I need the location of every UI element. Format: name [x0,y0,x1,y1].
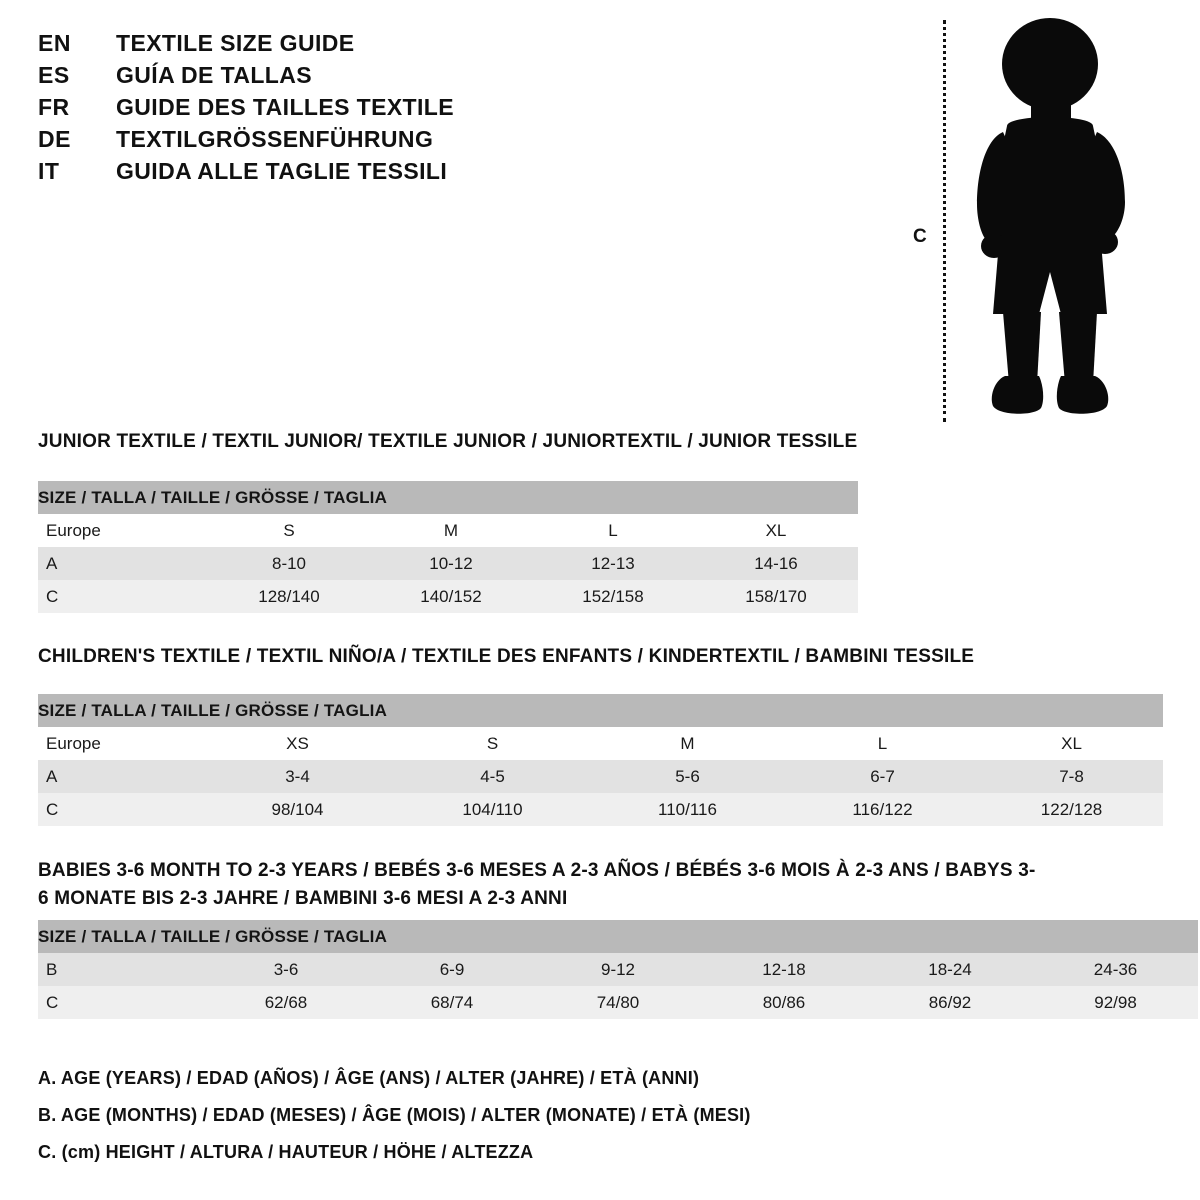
cell-value: 98/104 [271,799,324,819]
language-title: GUIDA ALLE TAGLIE TESSILI [116,158,448,184]
cell-value: 10-12 [429,553,473,573]
language-row-en [38,30,658,57]
cell-value: 92/98 [1094,992,1137,1012]
row-label: B [46,959,58,979]
row-label: Europe [46,733,101,753]
language-title: TEXTILE SIZE GUIDE [116,30,355,56]
footnote-c: C. (cm) HEIGHT / ALTURA / HAUTEUR / HÖHE / ALTEZZA [38,1142,534,1162]
language-code: DE [38,126,71,152]
footnotes [38,1068,1038,1179]
table-junior [38,481,858,613]
table-row [38,760,1163,793]
table-band-header [38,920,1198,953]
cell-value: M [680,733,695,753]
language-code: IT [38,158,60,184]
cell-value: 14-16 [754,553,798,573]
cell-value: 3-4 [285,766,310,786]
section-title-children: CHILDREN'S TEXTILE / TEXTIL NIÑO/A / TEXTILE DES ENFANTS / KINDERTEXTIL / BAMBINI TESSILE [38,646,975,667]
table-row [38,953,1198,986]
footnote-a: A. AGE (YEARS) / EDAD (AÑOS) / ÂGE (ANS) / ALTER (JAHRE) / ETÀ (ANNI) [38,1068,700,1088]
language-title: GUÍA DE TALLAS [116,62,312,88]
cell-value: XS [286,733,309,753]
cell-value: L [608,520,618,540]
table-row [38,793,1163,826]
cell-value: 3-6 [273,959,299,979]
language-row-it [38,158,658,185]
cell-value: 62/68 [264,992,308,1012]
cell-value: 158/170 [745,586,807,606]
footnote-b: B. AGE (MONTHS) / EDAD (MESES) / ÂGE (MOIS) / ALTER (MONATE) / ETÀ (MESI) [38,1105,751,1125]
cell-value: XL [1061,733,1082,753]
cell-value: 74/80 [596,992,640,1012]
language-code: FR [38,94,70,120]
table-band-header [38,694,1163,727]
cell-value: 18-24 [928,959,972,979]
cell-value: 8-10 [271,553,307,573]
language-code: ES [38,62,70,88]
cell-value: 4-5 [480,766,505,786]
language-title: TEXTILGRÖSSENFÜHRUNG [116,126,434,152]
table-row [38,547,858,580]
cell-value: 140/152 [420,586,482,606]
cell-value: 110/116 [658,799,717,819]
height-measure-figure [905,8,1165,428]
cell-value: 12-18 [762,959,806,979]
band-label: SIZE / TALLA / TAILLE / GRÖSSE / TAGLIA [38,487,388,507]
cell-value: 12-13 [591,553,635,573]
cell-value: S [283,520,295,540]
cell-value: 128/140 [258,586,320,606]
row-label: A [46,553,58,573]
cell-value: 80/86 [762,992,806,1012]
cell-value: 9-12 [600,959,636,979]
cell-value: L [877,733,888,753]
language-header [38,30,658,190]
row-label: Europe [46,520,101,540]
cell-value: 152/158 [582,586,644,606]
table-row [38,514,858,547]
cell-value: 68/74 [430,992,474,1012]
table-row [38,727,1163,760]
cell-value: XL [765,520,787,540]
cell-value: 104/110 [462,799,523,819]
cell-value: M [443,520,459,540]
table-row [38,986,1198,1019]
cell-value: 6-9 [439,959,465,979]
measure-label-c: C [913,226,927,247]
table-row [38,580,858,613]
row-label: C [46,992,59,1012]
language-row-fr [38,94,658,121]
table-children [38,694,1163,826]
cell-value: 116/122 [852,799,913,819]
cell-value: 5-6 [675,766,700,786]
row-label: A [46,766,58,786]
cell-value: 7-8 [1059,766,1084,786]
table-band-header [38,481,858,514]
row-label: C [46,586,59,606]
language-code: EN [38,30,71,56]
table-babies [38,920,1198,1019]
cell-value: 24-36 [1093,959,1138,979]
language-row-de [38,126,658,153]
band-label: SIZE / TALLA / TAILLE / GRÖSSE / TAGLIA [38,926,388,946]
section-title-babies: BABIES 3-6 MONTH TO 2-3 YEARS / BEBÉS 3-6 MESES A 2-3 AÑOS / BÉBÉS 3-6 MOIS À 2-3 ANS / BABYS 3-6 MONATE BIS 2-3 JAHRE / BAMBINI 3-6 MESI A 2-3 ANNI [38,860,1036,909]
band-label: SIZE / TALLA / TAILLE / GRÖSSE / TAGLIA [38,700,388,720]
child-silhouette-icon [955,14,1145,434]
height-dashed-line [943,20,946,422]
language-title: GUIDE DES TAILLES TEXTILE [116,94,454,120]
section-title-junior: JUNIOR TEXTILE / TEXTIL JUNIOR/ TEXTILE JUNIOR / JUNIORTEXTIL / JUNIOR TESSILE [38,431,858,452]
cell-value: 6-7 [870,766,895,786]
cell-value: S [486,733,499,753]
language-row-es [38,62,658,89]
cell-value: 122/128 [1040,799,1103,819]
row-label: C [46,799,59,819]
cell-value: 86/92 [928,992,972,1012]
